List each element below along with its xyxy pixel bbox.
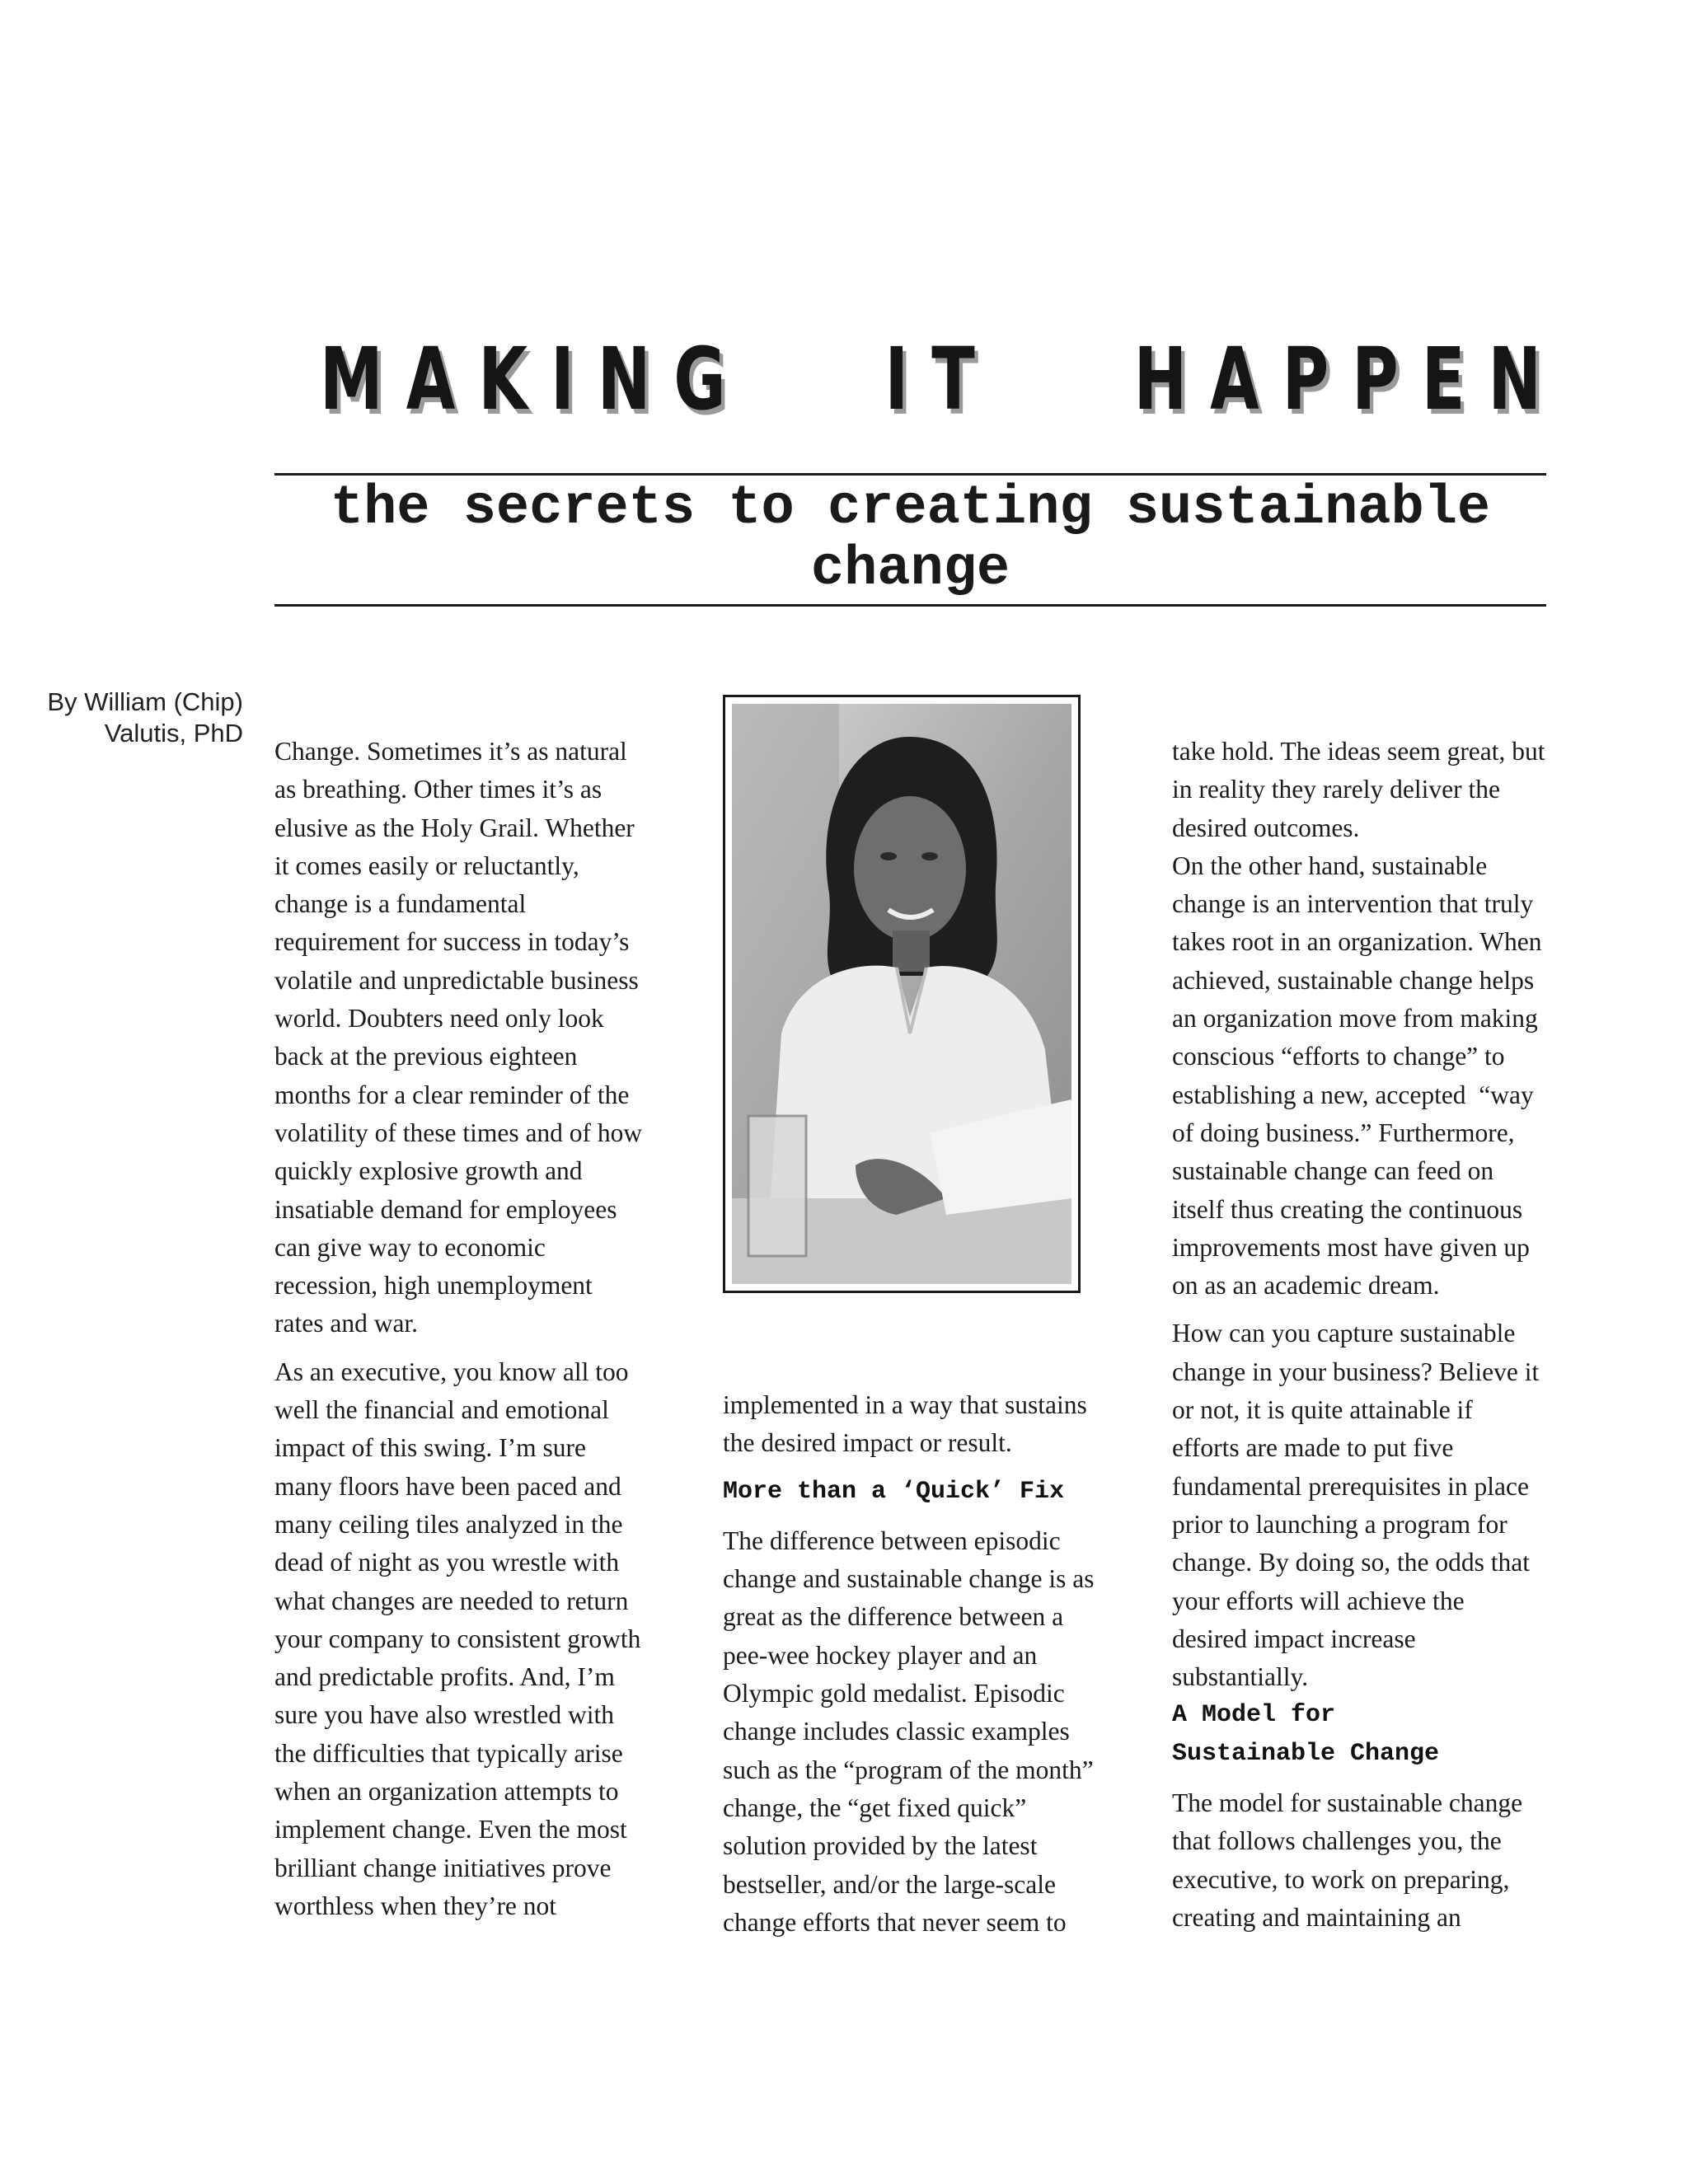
text-line: volatile and unpredictable business (274, 965, 639, 995)
text-line: change is a fundamental (274, 889, 527, 919)
byline: By William (Chip) Valutis, PhD (47, 687, 243, 748)
text-line: improvements most have given up (1172, 1232, 1530, 1262)
text-line: your company to consistent growth (274, 1624, 641, 1653)
text-line: recession, high unemployment (274, 1271, 593, 1301)
text-line: back at the previous eighteen (274, 1042, 578, 1071)
text-line: change and sustainable change is as (723, 1564, 1095, 1594)
text-line: when an organization attempts to (274, 1777, 619, 1807)
text-line: fundamental prerequisites in place (1172, 1471, 1529, 1501)
text-line: change. By doing so, the odds that (1172, 1548, 1530, 1577)
section-heading-model-line-2: Sustainable Change (1172, 1739, 1440, 1768)
text-line: worthless when they’re not (274, 1891, 557, 1920)
column-3-para-1 (1172, 733, 1545, 847)
portrait-photo-frame (723, 695, 1081, 1293)
section-heading-model (1172, 1696, 1545, 1773)
text-line: many ceiling tiles analyzed in the (274, 1509, 623, 1539)
text-line: substantially. (1172, 1662, 1309, 1692)
text-line: it comes easily or reluctantly, (274, 851, 579, 880)
text-line: elusive as the Holy Grail. Whether (274, 813, 635, 842)
text-line: of doing business.” Furthermore, (1172, 1118, 1515, 1147)
text-line: itself thus creating the continuous (1172, 1194, 1523, 1224)
text-line: requirement for success in today’s (274, 927, 630, 957)
subtitle: the secrets to creating sustainable change (330, 477, 1491, 601)
bottom-rule (274, 604, 1546, 607)
text-line: take hold. The ideas seem great, but (1172, 737, 1545, 766)
text-line: solution provided by the latest (723, 1831, 1038, 1861)
text-line: implement change. Even the most (274, 1815, 627, 1844)
top-rule (274, 473, 1546, 476)
column-1-para-2 (274, 1353, 642, 1925)
text-line: and predictable profits. And, I’m (274, 1662, 615, 1692)
text-line: change efforts that never seem to (723, 1907, 1067, 1937)
text-line: sustainable change can feed on (1172, 1156, 1494, 1186)
text-line: As an executive, you know all too (274, 1357, 629, 1386)
text-line: your efforts will achieve the (1172, 1586, 1465, 1615)
text-line: implemented in a way that sustains (723, 1390, 1087, 1419)
text-line: or not, it is quite attainable if (1172, 1395, 1473, 1425)
text-line: change includes classic examples (723, 1717, 1070, 1746)
text-line: the difficulties that typically arise (274, 1738, 623, 1768)
column-2-para-1 (723, 1386, 1094, 1463)
section-heading-model-line-1: A Model for (1172, 1701, 1336, 1730)
portrait-illustration (732, 704, 1071, 1284)
text-line: conscious “efforts to change” to (1172, 1042, 1505, 1071)
text-line: The model for sustainable change (1172, 1788, 1523, 1818)
text-line: change, the “get fixed quick” (723, 1793, 1027, 1822)
column-3-para-3 (1172, 1315, 1545, 1696)
text-line: creating and maintaining an (1172, 1902, 1461, 1932)
text-line: executive, to work on preparing, (1172, 1864, 1510, 1894)
column-1-para-1 (274, 733, 642, 1343)
text-line: in reality they rarely deliver the (1172, 775, 1500, 804)
text-line: can give way to economic (274, 1232, 546, 1262)
column-1 (274, 733, 642, 1925)
column-2-para-2 (723, 1522, 1094, 1942)
text-line: bestseller, and/or the large-scale (723, 1869, 1056, 1899)
text-line: as breathing. Other times it’s as (274, 775, 603, 804)
text-line: prior to launching a program for (1172, 1509, 1507, 1539)
text-line: great as the difference between a (723, 1602, 1064, 1632)
headline: MAKING IT HAPPEN (320, 329, 1565, 429)
text-line: the desired impact or result. (723, 1428, 1012, 1458)
text-line: The difference between episodic (723, 1526, 1061, 1555)
text-line: an organization move from making (1172, 1004, 1538, 1033)
section-heading-quick-fix: More than a ‘Quick’ Fix (723, 1477, 1065, 1506)
text-line: many floors have been paced and (274, 1471, 621, 1501)
text-line: quickly explosive growth and (274, 1156, 583, 1186)
text-line: How can you capture sustainable (1172, 1319, 1516, 1348)
text-line: change is an intervention that truly (1172, 889, 1534, 919)
column-3-para-2 (1172, 847, 1545, 1305)
portrait-photo (732, 704, 1071, 1284)
text-line: rates and war. (274, 1309, 419, 1338)
text-line: volatility of these times and of how (274, 1118, 643, 1147)
text-line: Change. Sometimes it’s as natural (274, 737, 627, 766)
text-line: establishing a new, accepted “way (1172, 1080, 1534, 1109)
column-3 (1172, 733, 1545, 1937)
text-line: On the other hand, sustainable (1172, 851, 1488, 880)
text-line: world. Doubters need only look (274, 1004, 604, 1033)
text-line: pee-wee hockey player and an (723, 1640, 1038, 1670)
text-line: efforts are made to put five (1172, 1433, 1454, 1463)
text-line: that follows challenges you, the (1172, 1826, 1502, 1856)
text-line: such as the “program of the month” (723, 1755, 1094, 1784)
text-line: dead of night as you wrestle with (274, 1548, 620, 1577)
text-line: on as an academic dream. (1172, 1271, 1440, 1301)
column-3-para-4 (1172, 1784, 1545, 1937)
text-line: insatiable demand for employees (274, 1194, 617, 1224)
text-line: takes root in an organization. When (1172, 927, 1542, 957)
text-line: what changes are needed to return (274, 1586, 629, 1615)
text-line: desired outcomes. (1172, 813, 1360, 842)
text-line: change in your business? Believe it (1172, 1357, 1540, 1386)
text-line: desired impact increase (1172, 1624, 1416, 1653)
text-line: brilliant change initiatives prove (274, 1853, 612, 1882)
column-2 (723, 1386, 1094, 1942)
text-line: achieved, sustainable change helps (1172, 965, 1535, 995)
text-line: impact of this swing. I’m sure (274, 1433, 586, 1463)
text-line: Olympic gold medalist. Episodic (723, 1679, 1065, 1708)
text-line: well the financial and emotional (274, 1395, 609, 1425)
text-line: sure you have also wrestled with (274, 1700, 615, 1730)
text-line: months for a clear reminder of the (274, 1080, 630, 1109)
